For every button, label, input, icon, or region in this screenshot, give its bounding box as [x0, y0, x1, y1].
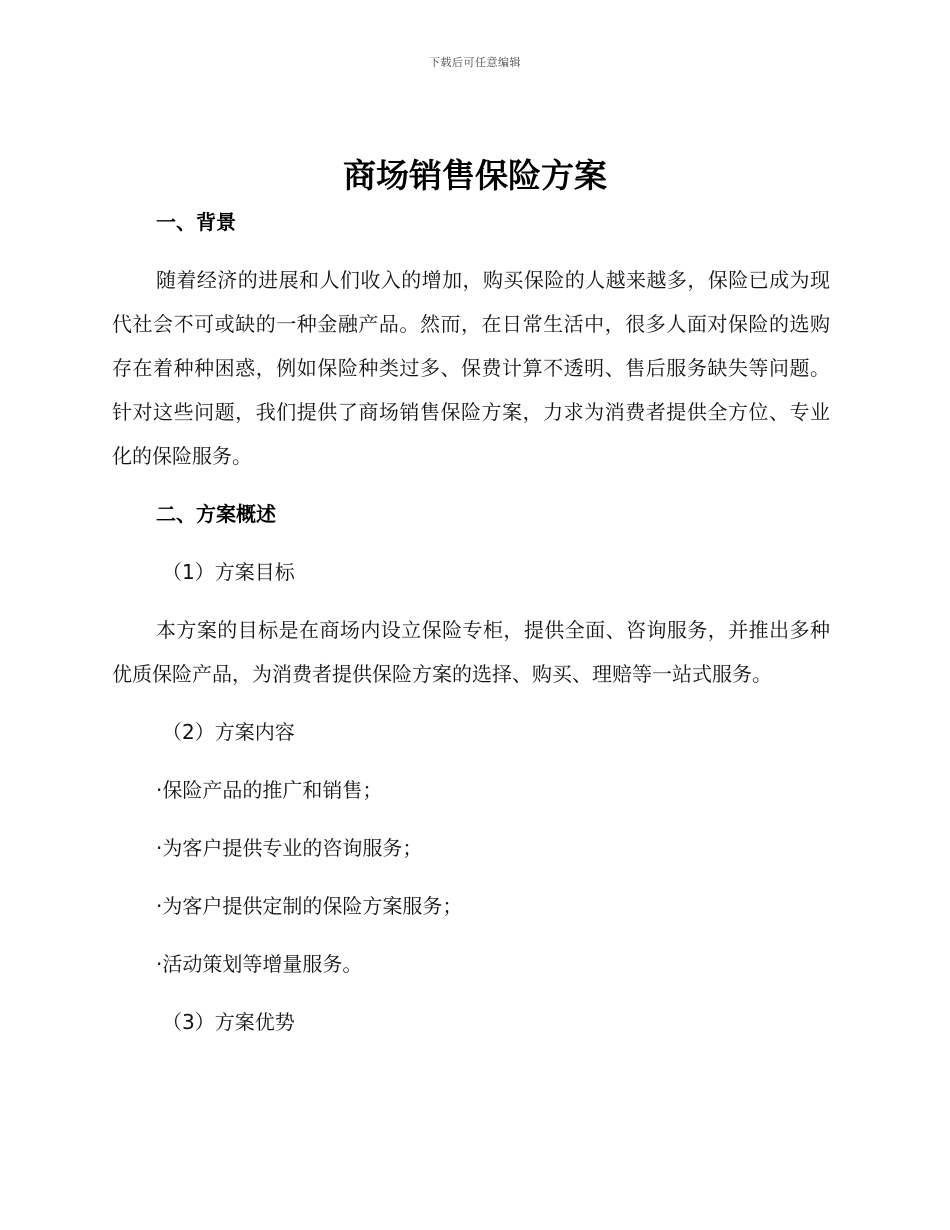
subheading-advantage: （3）方案优势: [162, 1010, 295, 1034]
goal-paragraph: 本方案的目标是在商场内设立保险专柜，提供全面、咨询服务，并推出多种优质保险产品，为消费者提供保险方案的选择、购买、理赔等一站式服务。: [112, 618, 830, 686]
document-body: [112, 200, 830, 1044]
background-paragraph: 随着经济的进展和人们收入的增加，购买保险的人越来越多，保险已成为现代社会不可或缺的一种金融产品。然而，在日常生活中，很多人面对保险的选购存在着种种困惑，例如保险种类过多、保费计算不透明、售后服务缺失等问题。针对这些问题，我们提供了商场销售保险方案，力求为消费者提供全方位、专业化的保险服务。: [112, 268, 830, 468]
content-list-item: ·为客户提供定制的保险方案服务；: [156, 894, 463, 918]
content-list-item: ·保险产品的推广和销售；: [156, 778, 383, 802]
section-heading-overview: 二、方案概述: [156, 502, 276, 526]
content-list-item: ·为客户提供专业的咨询服务；: [156, 836, 423, 860]
header-note: 下载后可任意编辑: [429, 56, 521, 69]
subheading-goal: （1）方案目标: [162, 560, 295, 584]
subheading-content: （2）方案内容: [162, 720, 295, 744]
document-title: 商场销售保险方案: [343, 156, 607, 195]
section-heading-background: 一、背景: [156, 210, 236, 234]
content-list-item: ·活动策划等增量服务。: [156, 952, 363, 976]
